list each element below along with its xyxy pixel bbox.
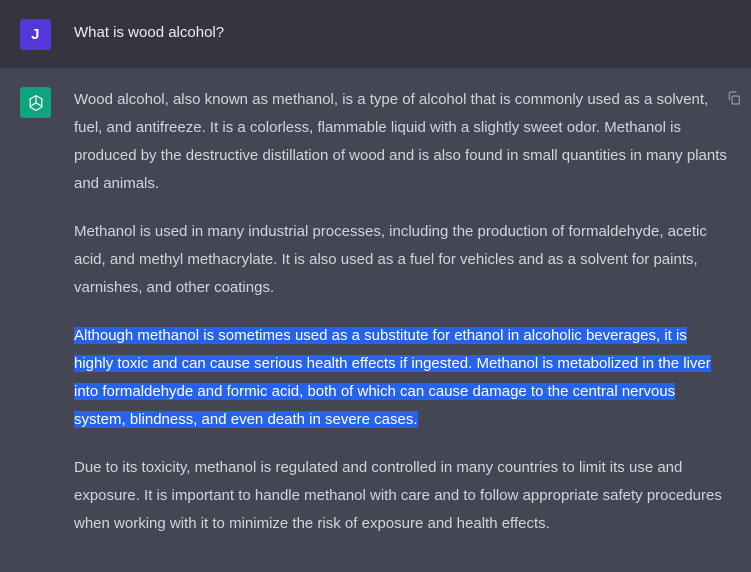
user-avatar — [20, 19, 51, 50]
assistant-message-text — [74, 86, 729, 538]
user-message-text — [74, 18, 729, 43]
assistant-paragraph-4: Due to its toxicity, methanol is regulated and controlled in many countries to limit its use and exposure. It is important to handle methanol with care and to follow appropriate safety procedures when working with it to minimize the risk of exposure and health effects. — [74, 459, 722, 532]
user-message-turn — [0, 0, 751, 68]
user-message-paragraph: What is wood alcohol? — [74, 24, 225, 41]
assistant-paragraph-3-selected — [74, 322, 729, 434]
user-avatar-initial: J — [31, 26, 40, 43]
assistant-paragraph-2: Methanol is used in many industrial processes, including the production of formaldehyde, acetic acid, and methyl methacrylate. It is also used as a fuel for vehicles and as a solvent for paints, varnishes, and other coatings. — [74, 223, 707, 296]
assistant-avatar — [20, 87, 51, 118]
selected-text-highlight: Although methanol is sometimes used as a substitute for ethanol in alcoholic beverages, it is highly toxic and can cause serious health effects if ingested. Methanol is metabolized in the liver into formaldehyde and formic acid, both of which can cause damage to the central nervous system, blindness, and even death in severe cases. — [74, 327, 711, 428]
assistant-paragraph-1: Wood alcohol, also known as methanol, is a type of alcohol that is commonly used as a solvent, fuel, and antifreeze. It is a colorless, flammable liquid with a slightly sweet odor. Methanol is produced by the destructive distillation of wood and is also found in small quantities in many plants and animals. — [74, 91, 727, 192]
copy-icon[interactable] — [726, 90, 742, 106]
openai-logo-icon — [26, 93, 46, 113]
assistant-message-turn — [0, 68, 751, 572]
